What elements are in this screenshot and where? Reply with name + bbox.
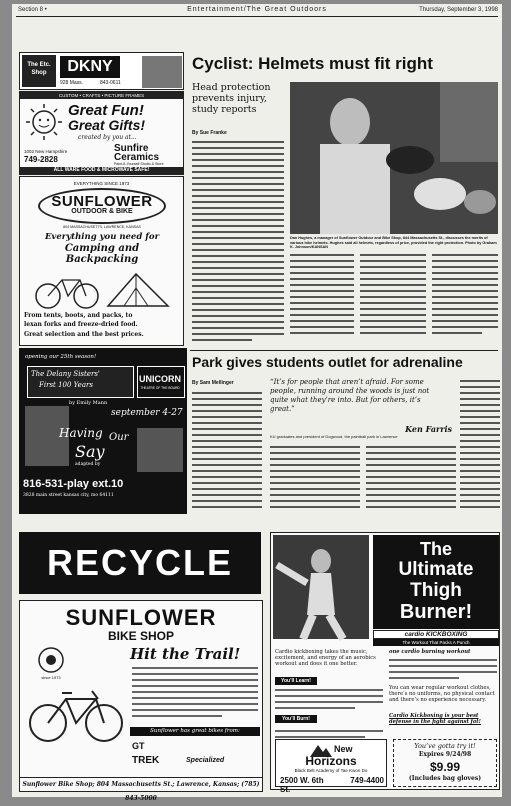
cyclist-byline: By Sue Franke	[192, 130, 227, 136]
park-pull-quote: “It’s for people that aren’t afraid. For some people, running around the woods is just not quite what they’re into. But for others, it’s great.”	[270, 378, 430, 413]
park-body-cols-2-3	[270, 444, 456, 518]
etc-model-photo	[142, 56, 182, 88]
bike-brands-heading: Sunflower has great bikes from:	[130, 727, 260, 736]
adapted-by: adapted by	[75, 462, 101, 467]
cyclist-deck: Head protection prevents injury, study reports	[192, 82, 271, 115]
burner-learn-2: You’ll Burn!	[275, 715, 317, 723]
park-body-col-4	[460, 378, 500, 518]
burner-col2-closing: Cardio Kickboxing is your best defense in the fight against fat!	[389, 713, 481, 726]
cyclist-body-col-1	[192, 139, 284, 349]
etc-shop-logo: The Etc. Shop	[22, 55, 56, 87]
show-title-1: The Delany Sisters'	[31, 370, 100, 378]
bike-shop-headline: Hit the Trail!	[130, 645, 241, 663]
unicorn-phone: 816-531-play ext.10	[23, 478, 124, 490]
brand-trek: TREK	[132, 755, 160, 766]
sunflower-badge-icon	[32, 645, 70, 675]
show-byline: by Emily Mann	[69, 400, 108, 406]
burner-col2-body-2: You can wear regular workout clothes, there’s no uniforms, no physical contact and there’s no experience necessary.	[389, 685, 495, 704]
coupon-expires: Expires 9/24/98	[418, 751, 472, 758]
dkny-logo: DKNY	[60, 56, 120, 78]
cyclist-body-cols-2-4	[290, 252, 498, 344]
outdoor-brand: SUNFLOWER	[51, 193, 153, 210]
sunfire-footer: ALL WARE FOOD & MICROWAVE SAFE!	[20, 167, 183, 174]
new-horizons-logo-box	[275, 739, 387, 794]
burner-headline-1: The	[419, 539, 452, 559]
coupon-line-3: (Includes bag gloves)	[408, 775, 482, 782]
horizons-2: Horizons	[305, 754, 357, 768]
cyclist-caption: Dan Hughes, a manager of Sunflower Outdoor and Bike Shop, 844 Massachusetts St., discusses the merits of various bike helmets. Hughes said all helmets, regardless of price, provided the right protection. Photo by Graham K. Johnson/KANSAN	[290, 236, 497, 250]
newspaper-page	[12, 4, 502, 802]
bike-shop-sub: BIKE SHOP	[107, 629, 174, 643]
sunfire-ceramics-ad	[19, 91, 184, 175]
unicorn-sub: THEATRE OF THE BOARD	[140, 386, 180, 390]
burner-bar-2: The Workout That Packs A Punch	[373, 639, 499, 646]
recycle-banner: RECYCLE	[19, 532, 261, 594]
bike-shop-footer: Sunflower Bike Shop; 804 Massachusetts St.; Lawrence, Kansas; (785) 843-5000	[20, 777, 262, 792]
brand-specialized: Specialized	[186, 757, 225, 764]
our-text: Our	[109, 432, 129, 443]
horizons-1: New	[334, 744, 353, 754]
sunfire-ribbon: CUSTOM • CRAFTS • PICTURE FRAMES	[20, 92, 183, 99]
park-byline: By Sam Mellinger	[192, 380, 234, 386]
park-quote-caption: KU graduates and president of Dogwood, the paintball park in Lawrence	[270, 434, 398, 439]
park-body-col-1	[192, 390, 262, 518]
burner-coupon[interactable]	[393, 739, 497, 787]
park-headline: Park gives students outlet for adrenaline	[192, 354, 463, 370]
bike-shop-body	[132, 665, 258, 725]
sunflower-bike-shop-ad	[19, 600, 263, 802]
outdoor-slogan-2: Camping and	[64, 243, 140, 254]
horizons-3: Black Belt Academy of Tae Kwon Do	[294, 768, 368, 773]
sunfire-created-by: created by you at...	[78, 134, 137, 141]
burner-headline-block	[373, 535, 499, 629]
horizons-phone: 749-4400	[350, 776, 384, 785]
sunfire-brand-1: Sunfire	[114, 143, 149, 154]
tent-bike-illustration	[28, 268, 176, 310]
bicycle-illustration	[26, 685, 126, 745]
section-label: Section 8 •	[18, 7, 47, 13]
coupon-line-1: You’ve gotta try it!	[414, 742, 476, 750]
sunfire-phone: 749-2828	[24, 155, 58, 164]
outdoor-line-2: lexan forks and freeze-dried food.	[24, 321, 138, 328]
bike-shop-brand: SUNFLOWER	[65, 605, 217, 630]
header-date: Thursday, September 3, 1998	[419, 7, 498, 13]
outdoor-slogan-3: Backpacking	[65, 254, 139, 265]
sunfire-brand-2: Ceramics	[114, 152, 160, 163]
sunfire-headline-1: Great Fun!	[68, 102, 144, 119]
etc-shop-ad	[19, 52, 184, 90]
show-title-2: First 100 Years	[39, 381, 93, 389]
sunfire-headline-2: Great Gifts!	[68, 117, 146, 133]
sunfire-address: 1002 New Hampshire	[24, 149, 68, 154]
unicorn-theatre-ad	[19, 348, 187, 514]
outdoor-since: EVERYTHING SINCE 1973	[73, 181, 130, 186]
unicorn-logo: UNICORN	[139, 374, 181, 384]
outdoor-line-3: Great selection and the best prices.	[24, 331, 144, 338]
horizons-address: 2500 W. 6th St.	[280, 776, 324, 794]
bike-shop-since: since 1973	[41, 675, 61, 680]
having-text: Having	[59, 426, 103, 440]
outdoor-line-1: From tents, boots, and packs, to	[24, 312, 133, 319]
etc-address: 928 Mass.	[60, 80, 84, 86]
sun-icon	[24, 102, 64, 148]
sunfire-tagline: Paint-It-Yourself Studio & Store	[114, 162, 164, 166]
kickboxer-photo	[273, 535, 369, 639]
burner-col2-body-1	[389, 657, 497, 683]
sunflower-outdoor-ad	[19, 176, 184, 346]
coupon-price: $9.99	[429, 760, 461, 774]
burner-col1-intro: Cardio kickboxing takes the music, excitement, and energy of an aerobics workout and does it one better.	[275, 649, 376, 668]
burner-headline-4: Burner!	[399, 601, 473, 623]
outdoor-address: 804 MASSACHUSETTS, LAWRENCE, KANSAS	[63, 225, 141, 229]
cardio-kickboxing-ad	[270, 532, 500, 794]
unicorn-photo-2	[137, 428, 183, 472]
cyclist-photo	[290, 82, 498, 234]
cyclist-headline: Cyclist: Helmets must fit right	[192, 54, 433, 73]
burner-learn-1: You’ll Learn!	[275, 677, 317, 685]
brand-gt: GT	[132, 741, 145, 751]
unicorn-opening: opening our 25th season!	[25, 354, 97, 360]
etc-phone: 843-0611	[100, 80, 121, 86]
burner-col1-body-2	[275, 725, 383, 737]
show-dates: september 4-27	[111, 408, 183, 418]
park-quote-attribution: Ken Farris	[405, 424, 452, 434]
outdoor-slogan-1: Everything you need for	[44, 232, 160, 242]
burner-headline-2: Ultimate	[398, 559, 474, 580]
unicorn-address: 3828 main street kansas city, mo 64111	[23, 493, 114, 498]
burner-bar: cardio KICKBOXING	[373, 630, 499, 639]
burner-col1-body-1	[275, 687, 383, 713]
say-text: Say	[75, 442, 105, 461]
outdoor-sub: OUTDOOR & BIKE	[71, 208, 133, 215]
page-header-title: Entertainment/The Great Outdoors	[187, 6, 327, 13]
burner-headline-3: Thigh	[410, 580, 462, 601]
burner-col2-heading: one cardio burning workout	[389, 649, 471, 655]
